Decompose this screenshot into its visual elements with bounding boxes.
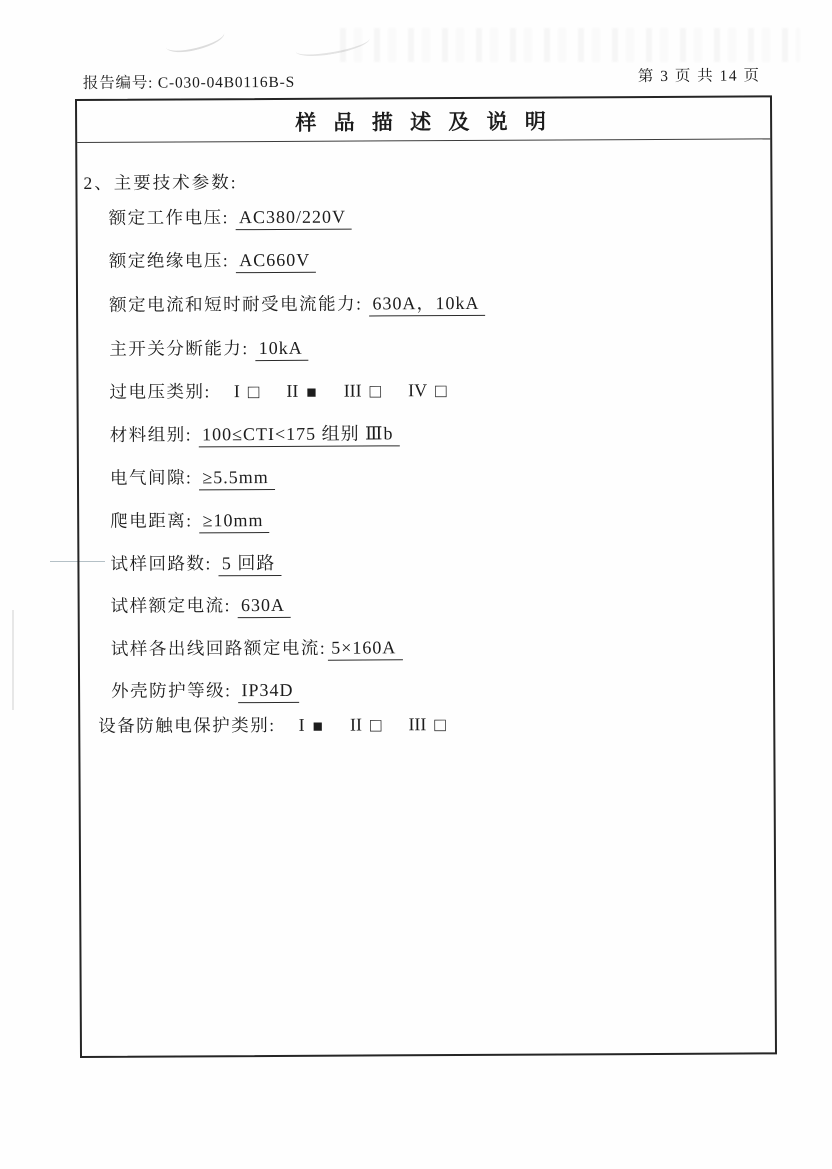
field-sample-rated-current [111, 593, 291, 618]
field-main-switch-breaking-capacity [109, 336, 308, 361]
field-label: 额定工作电压: [108, 207, 230, 228]
roman-numeral: II [286, 380, 299, 401]
field-label: 电气间隙: [109, 467, 193, 488]
field-value: 10kA [256, 338, 309, 361]
checkbox-unchecked-icon: □ [247, 382, 260, 404]
field-value: ≥5.5mm [199, 467, 275, 490]
option-overvoltage-III [343, 380, 382, 403]
field-label: 过电压类别: [109, 381, 211, 402]
option-overvoltage-IV [408, 380, 447, 403]
field-clearance [110, 465, 275, 490]
roman-numeral: I [298, 714, 305, 735]
section-heading: 2、主要技术参数: [83, 172, 238, 193]
option-protection-I [299, 715, 323, 735]
page-title: 样 品 描 述 及 说 明 [77, 97, 770, 143]
page-indicator: 第 3 页 共 14 页 [637, 67, 761, 86]
checkbox-unchecked-icon: □ [435, 381, 447, 403]
field-outgoing-circuit-rated-current [111, 635, 403, 661]
field-rated-current-withstand [109, 291, 485, 317]
field-value: AC380/220V [236, 207, 352, 231]
roman-numeral: I [233, 381, 240, 402]
field-enclosure-protection-degree [111, 678, 300, 703]
field-creepage-distance [110, 508, 269, 533]
field-label: 额定电流和短时耐受电流能力: [109, 293, 363, 315]
field-label: 试样额定电流: [110, 595, 232, 616]
report-number: 报告编号: C-030-04B0116B-S [82, 73, 296, 92]
checkbox-checked-icon: ■ [312, 716, 323, 736]
field-rated-working-voltage [109, 205, 353, 230]
option-protection-III [408, 714, 446, 737]
field-label: 设备防触电保护类别: [98, 714, 276, 736]
field-sample-circuit-count [110, 551, 281, 576]
field-value: 5 回路 [219, 553, 282, 576]
roman-numeral: IV [408, 380, 428, 401]
roman-numeral: III [408, 714, 427, 735]
field-value: 630A，10kA [369, 293, 485, 317]
field-value: ≥10mm [200, 510, 270, 533]
option-protection-II [349, 714, 382, 737]
field-material-group [110, 421, 400, 447]
field-label: 试样回路数: [110, 553, 212, 574]
field-label: 额定绝缘电压: [108, 250, 230, 271]
field-label: 爬电距离: [110, 510, 193, 531]
field-value: 100≤CTI<175 组别 Ⅲb [199, 423, 400, 447]
checkbox-group-overvoltage-category [109, 378, 446, 406]
checkbox-checked-icon: ■ [306, 382, 317, 402]
content-frame [75, 95, 777, 1058]
field-value: IP34D [238, 680, 299, 703]
field-value: AC660V [236, 250, 316, 273]
field-label: 外壳防护等级: [111, 680, 232, 701]
roman-numeral: III [343, 380, 362, 401]
field-value: 5×160A [328, 637, 402, 660]
roman-numeral: II [349, 714, 362, 735]
field-rated-insulation-voltage [109, 248, 317, 273]
option-overvoltage-I [233, 381, 260, 404]
field-label: 试样各出线回路额定电流: [110, 637, 327, 659]
field-value: 630A [238, 595, 291, 618]
field-label: 材料组别: [109, 424, 193, 445]
checkbox-group-shock-protection-class [98, 712, 446, 740]
option-overvoltage-II [286, 381, 316, 401]
field-label: 主开关分断能力: [109, 338, 249, 359]
checkbox-unchecked-icon: □ [369, 715, 382, 737]
checkbox-unchecked-icon: □ [434, 715, 446, 737]
checkbox-unchecked-icon: □ [369, 381, 382, 403]
